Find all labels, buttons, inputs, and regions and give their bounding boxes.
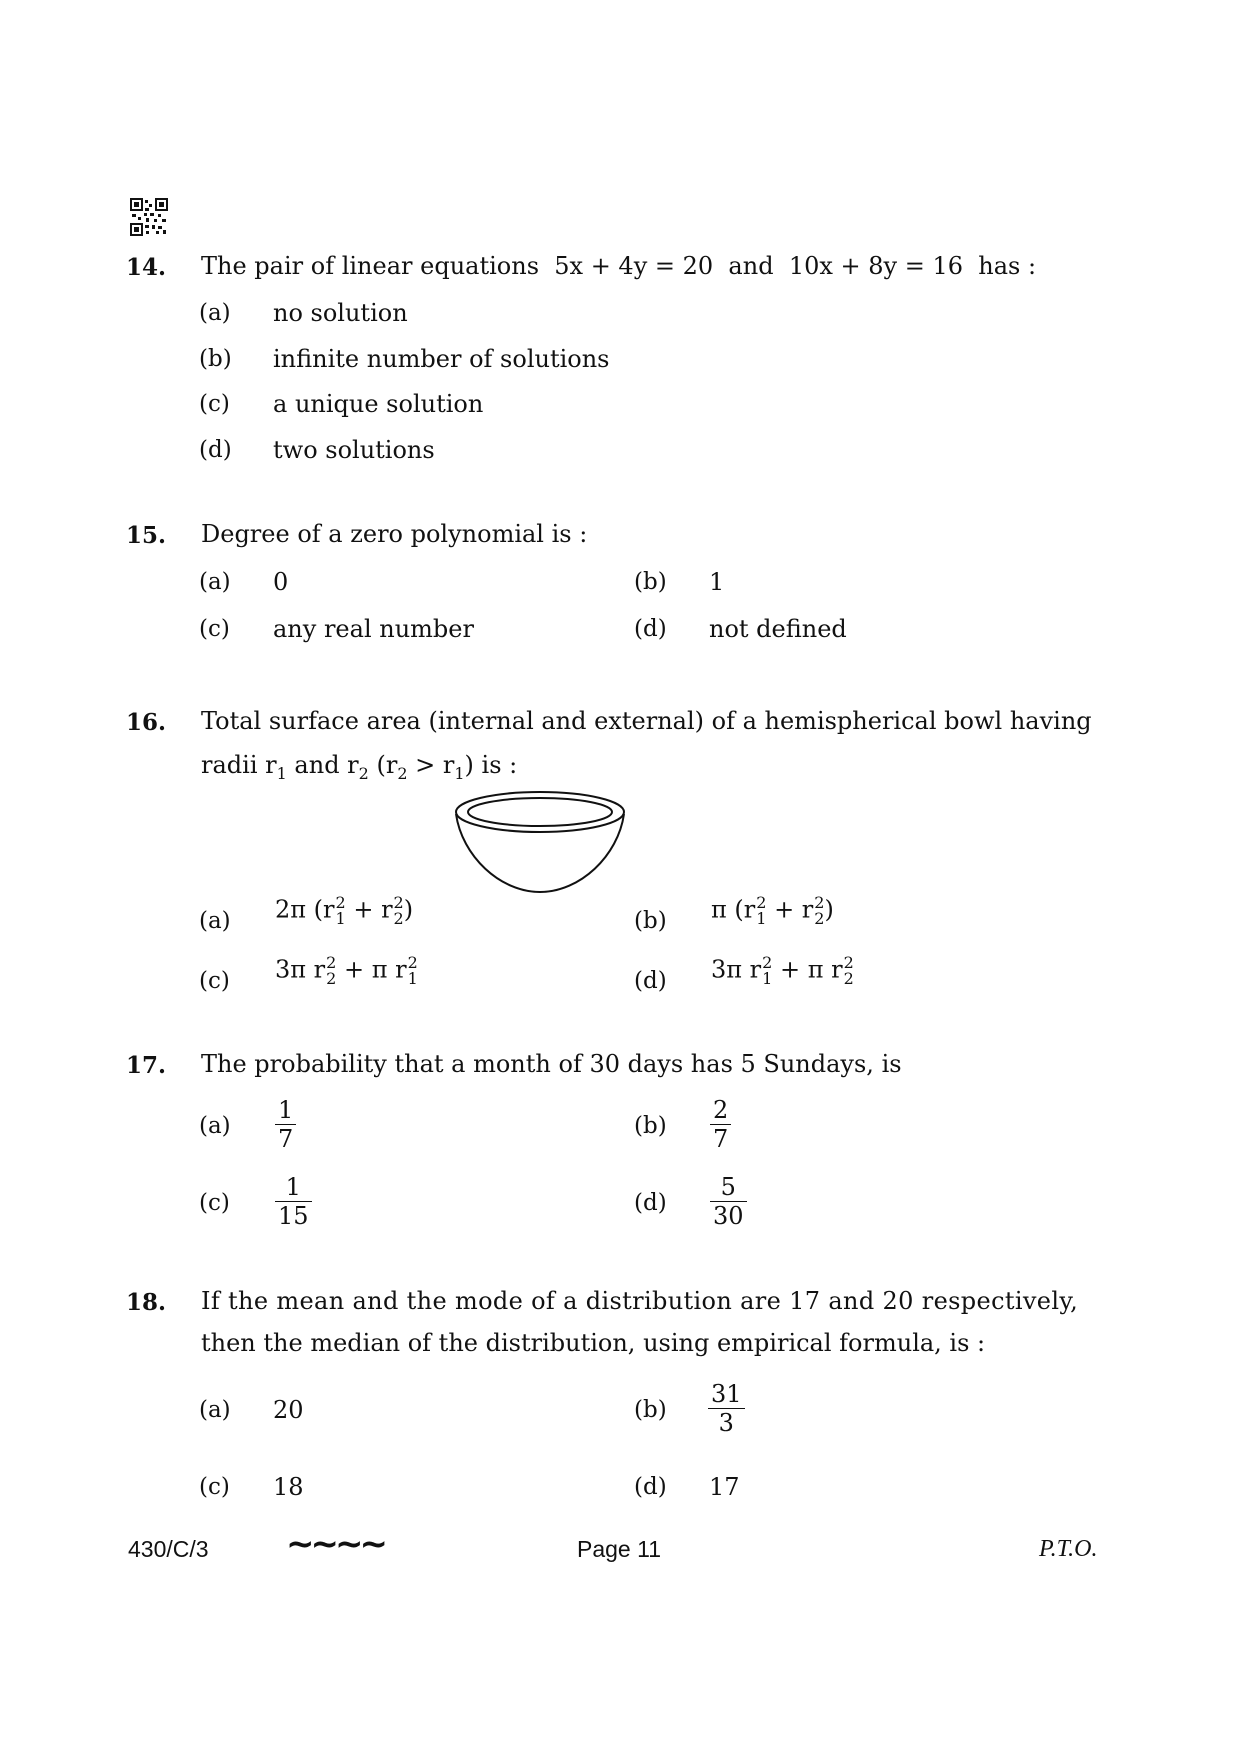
question-number: 15. <box>126 522 167 549</box>
question-text: If the mean and the mode of a distribution are 17 and 20 respectively, <box>201 1287 1079 1315</box>
option-label: (b) <box>199 346 232 372</box>
question-text: Degree of a zero polynomial is : <box>201 520 588 548</box>
question-text: The probability that a month of 30 days has 5 Sundays, is <box>201 1050 902 1078</box>
option-text: 1 <box>709 568 725 596</box>
option-label: (d) <box>199 437 232 463</box>
option-text: no solution <box>273 299 408 327</box>
option-label: (a) <box>199 300 231 326</box>
question-text: then the median of the distribution, using empirical formula, is : <box>201 1329 986 1357</box>
option-text: a unique solution <box>273 390 484 418</box>
option-fraction: $\frac{1}{15}$ <box>275 1173 312 1230</box>
option-label: (a) <box>199 1113 231 1139</box>
option-label: (a) <box>199 569 231 595</box>
option-label: (b) <box>634 908 667 934</box>
option-fraction: $\frac{2}{7}$ <box>710 1096 731 1153</box>
option-fraction: $\frac{5}{30}$ <box>710 1173 747 1230</box>
page-number: Page 11 <box>577 1536 661 1562</box>
option-text: 17 <box>709 1473 740 1501</box>
option-text: 18 <box>273 1473 304 1501</box>
question-text-line2: radii $r_1$ and $r_2$ $(r_2 > r_1)$ is : <box>201 751 518 783</box>
question-number: 18. <box>126 1289 167 1316</box>
option-label: (c) <box>199 1474 230 1500</box>
option-label: (a) <box>199 1397 231 1423</box>
option-fraction: $\frac{1}{7}$ <box>275 1096 296 1153</box>
option-formula: 3π r 2 2 + π r 2 1 <box>275 953 418 988</box>
option-text: any real number <box>273 615 474 643</box>
option-label: (b) <box>634 1397 667 1423</box>
question-text: The pair of linear equations 5x + 4y = 20 and 10x + 8y = 16 has : <box>201 252 1037 280</box>
option-label: (d) <box>634 1474 667 1500</box>
option-text: not defined <box>709 615 847 643</box>
option-formula: 3π r 2 1 + π r 2 2 <box>711 953 854 988</box>
option-label: (c) <box>199 968 230 994</box>
option-text: 20 <box>273 1396 304 1424</box>
hemispherical-bowl-figure <box>450 784 630 896</box>
option-text: infinite number of solutions <box>273 345 610 373</box>
wave-mark: ~~~~ <box>286 1524 384 1564</box>
option-label: (d) <box>634 616 667 642</box>
option-text: 0 <box>273 568 289 596</box>
option-label: (b) <box>634 569 667 595</box>
question-number: 17. <box>126 1052 167 1079</box>
question-number: 14. <box>126 254 167 281</box>
option-label: (a) <box>199 908 231 934</box>
option-label: (c) <box>199 1190 230 1216</box>
option-label: (c) <box>199 616 230 642</box>
option-formula: π (r 2 1 + r 2 2 ) <box>711 893 834 928</box>
question-number: 16. <box>126 709 167 736</box>
option-label: (d) <box>634 1190 667 1216</box>
option-text: two solutions <box>273 436 435 464</box>
option-label: (c) <box>199 391 230 417</box>
pto-label: P.T.O. <box>1039 1536 1098 1562</box>
option-label: (d) <box>634 968 667 994</box>
qr-code-icon <box>130 198 168 236</box>
paper-code: 430/C/3 <box>128 1536 209 1562</box>
option-formula: 2π (r 2 1 + r 2 2 ) <box>275 893 414 928</box>
option-label: (b) <box>634 1113 667 1139</box>
question-text: Total surface area (internal and external) of a hemispherical bowl having <box>201 707 1092 735</box>
option-fraction: $\frac{31}{3}$ <box>708 1380 745 1437</box>
